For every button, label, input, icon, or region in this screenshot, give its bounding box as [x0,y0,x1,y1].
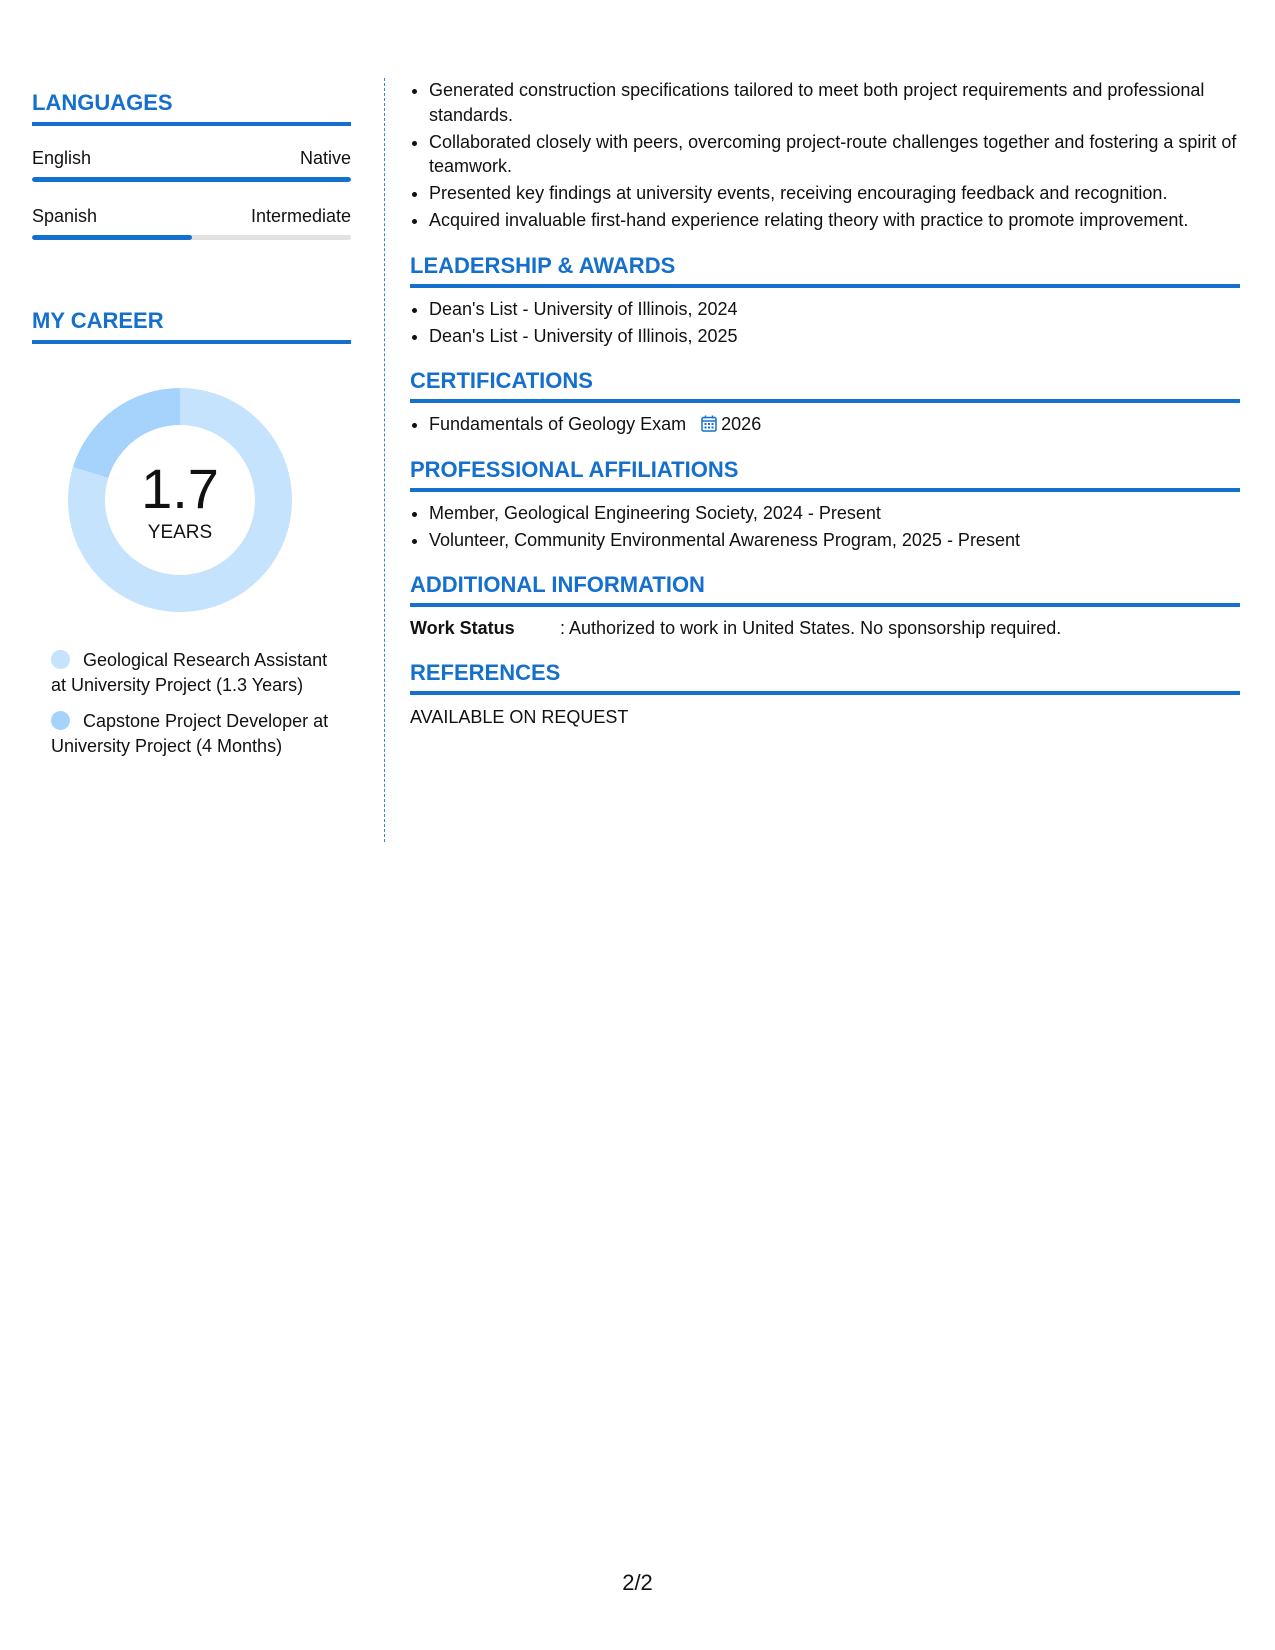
career-legend [51,648,331,759]
career-total-unit: YEARS [147,522,213,543]
experience-bullet: • Acquired invaluable first-hand experience relating theory with practice to promote improvement. [429,208,1240,233]
experience-bullet: • Presented key findings at university events, receiving encouraging feedback and recognition. [429,181,1240,206]
career-section [32,308,351,759]
affiliation-item: • Member, Geological Engineering Society, 2024 - Present [429,501,1240,526]
language-name: English [32,148,92,168]
legend-dot-icon [51,711,70,730]
sidebar [32,90,351,770]
references-heading: REFERENCES [410,660,1240,695]
certifications-heading: CERTIFICATIONS [410,368,1240,403]
career-legend-label: Geological Research Assistant at University Project (1.3 Years) [51,650,328,695]
certification-year: 2026 [721,414,762,434]
certifications-list [410,412,1240,437]
career-legend-label: Capstone Project Developer at University Project (4 Months) [51,711,329,756]
column-divider [384,78,385,842]
leadership-heading: LEADERSHIP & AWARDS [410,253,1240,288]
experience-bullet: • Generated construction specifications tailored to meet both project requirements and professional standards. [429,78,1240,127]
affiliations-heading: PROFESSIONAL AFFILIATIONS [410,457,1240,492]
language-name: Spanish [32,206,98,226]
languages-section [32,90,351,240]
leadership-item: • Dean's List - University of Illinois, 2024 [429,297,1240,322]
career-heading: MY CAREER [32,308,351,344]
language-proficiency-bar [32,235,351,240]
calendar-icon [701,415,717,432]
main-content [410,78,1240,728]
experience-bullet: • Collaborated closely with peers, overcoming project-route challenges together and fostering a spirit of teamwork. [429,130,1240,179]
certification-item [429,412,1240,437]
languages-heading: LANGUAGES [32,90,351,126]
career-total-value: 1.7 [141,457,219,520]
work-status-value: : Authorized to work in United States. No sponsorship required. [560,618,1062,638]
affiliation-item: • Volunteer, Community Environmental Awareness Program, 2025 - Present [429,528,1240,553]
career-legend-item [51,709,331,759]
language-proficiency-fill [32,177,351,182]
language-proficiency-bar [32,177,351,182]
language-item [32,204,351,240]
leadership-item: • Dean's List - University of Illinois, 2025 [429,324,1240,349]
additional-info-heading: ADDITIONAL INFORMATION [410,572,1240,607]
work-status-row [410,616,1240,640]
career-legend-item [51,648,331,698]
references-text: AVAILABLE ON REQUEST [410,707,629,727]
language-level: Native [299,148,351,168]
legend-dot-icon [51,650,70,669]
language-item [32,146,351,182]
language-proficiency-fill [32,235,192,240]
affiliations-list [410,501,1240,553]
career-donut-chart [66,386,294,614]
certification-name: Fundamentals of Geology Exam [429,414,687,434]
language-level: Intermediate [250,206,351,226]
leadership-list [410,297,1240,349]
page-number: 2/2 [622,1570,653,1595]
work-status-key: Work Status [410,618,515,638]
experience-bullet-list [410,78,1240,233]
